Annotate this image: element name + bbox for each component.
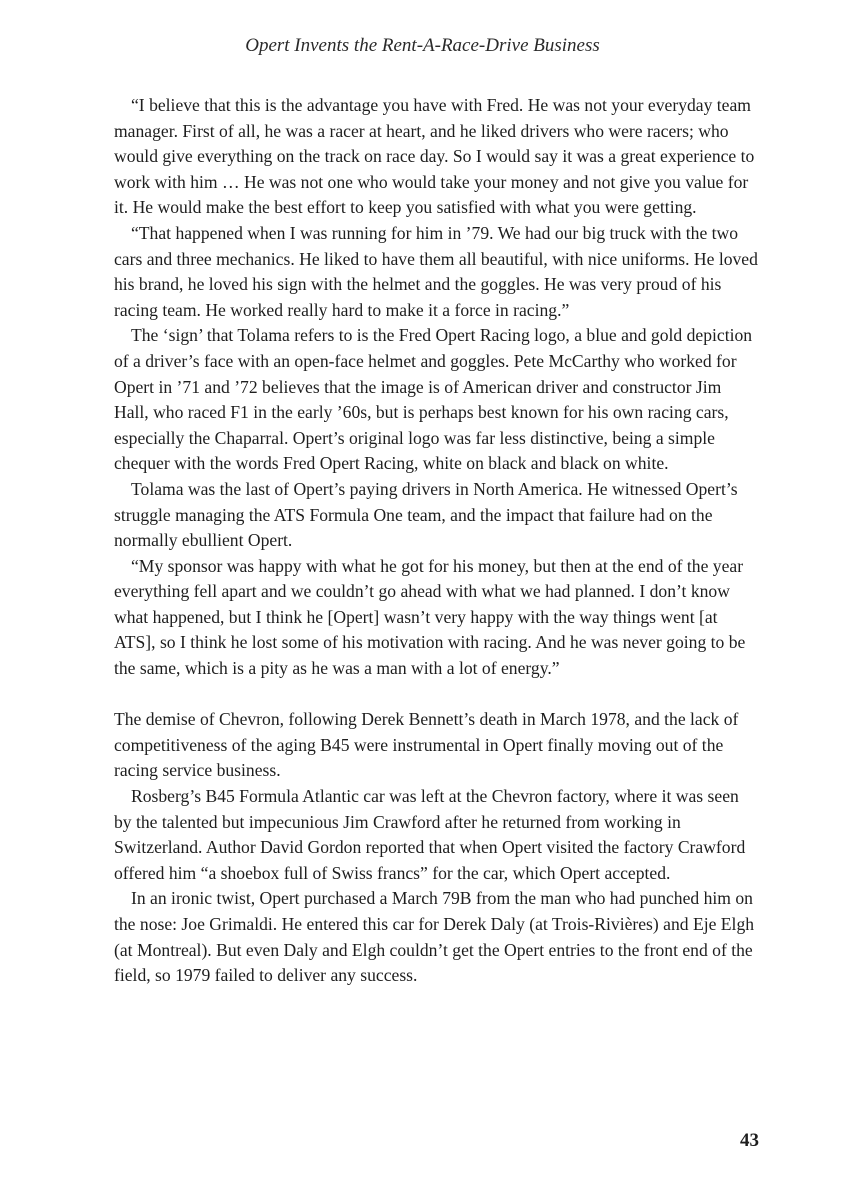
paragraph: Rosberg’s B45 Formula Atlantic car was left at the Chevron factory, where it was seen by the talented but impecunious Jim Crawford after he returned from working in Switzerland. Author David Gordon reported that when Opert visited the factory Crawford offered him “a shoebox full of Swiss francs” for the car, which Opert accepted. [114, 786, 746, 883]
section-break [114, 682, 760, 708]
body-text [114, 93, 760, 989]
paragraph: “My sponsor was happy with what he got for his money, but then at the end of the year everything fell apart and we couldn’t go ahead with what we had planned. I don’t know what happened, but I think he [Opert] wasn’t very happy with the way things went [at ATS], so I think he lost some of his motivation with racing. And he was never going to be the same, which is a pity as he was a man with a lot of energy.” [114, 555, 746, 679]
page-number: 43 [740, 1130, 759, 1151]
running-header-title: Opert Invents the Rent-A-Race-Drive Business [245, 35, 600, 56]
paragraph: “That happened when I was running for him in ’79. We had our big truck with the two cars and three mechanics. He liked to have them all beautiful, with nice uniforms. He loved his brand, he loved his sign with the helmet and the goggles. He was very proud of his racing team. He worked really hard to make it a force in racing.” [114, 222, 758, 320]
paragraph: The ‘sign’ that Tolama refers to is the Fred Opert Racing logo, a blue and gold depiction of a driver’s face with an open-face helmet and goggles. Pete McCarthy who worked for Opert in ’71 and ’72 believes that the image is of American driver and constructor Jim Hall, who raced F1 in the early ’60s, but is perhaps best known for his own racing cars, especially the Chaparral. Opert’s original logo was far less distinctive, being a simple chequer with the words Fred Opert Racing, white on black and black on white. [114, 325, 753, 474]
paragraph: “I believe that this is the advantage you have with Fred. He was not your everyday team manager. First of all, he was a racer at heart, and he liked drivers who were racers; who would give everything on the track on race day. So I would say it was a great experience to work with him … He was not one who would take your money and not give you value for it. He would make the best effort to keep you satisfied with what you were getting. [114, 95, 755, 218]
paragraph: The demise of Chevron, following Derek Bennett’s death in March 1978, and the lack of competitiveness of the aging B45 were instrumental in Opert finally moving out of the racing service business. [114, 709, 739, 781]
paragraph: In an ironic twist, Opert purchased a March 79B from the man who had punched him on the nose: Joe Grimaldi. He entered this car for Derek Daly (at Trois-Rivières) and Eje Elgh (at Montreal). But even Daly and Elgh couldn’t get the Opert entries to the front end of the field, so 1979 failed to deliver any success. [114, 888, 755, 986]
paragraph: Tolama was the last of Opert’s paying drivers in North America. He witnessed Opert’s struggle managing the ATS Formula One team, and the impact that failure had on the normally ebullient Opert. [114, 478, 738, 551]
